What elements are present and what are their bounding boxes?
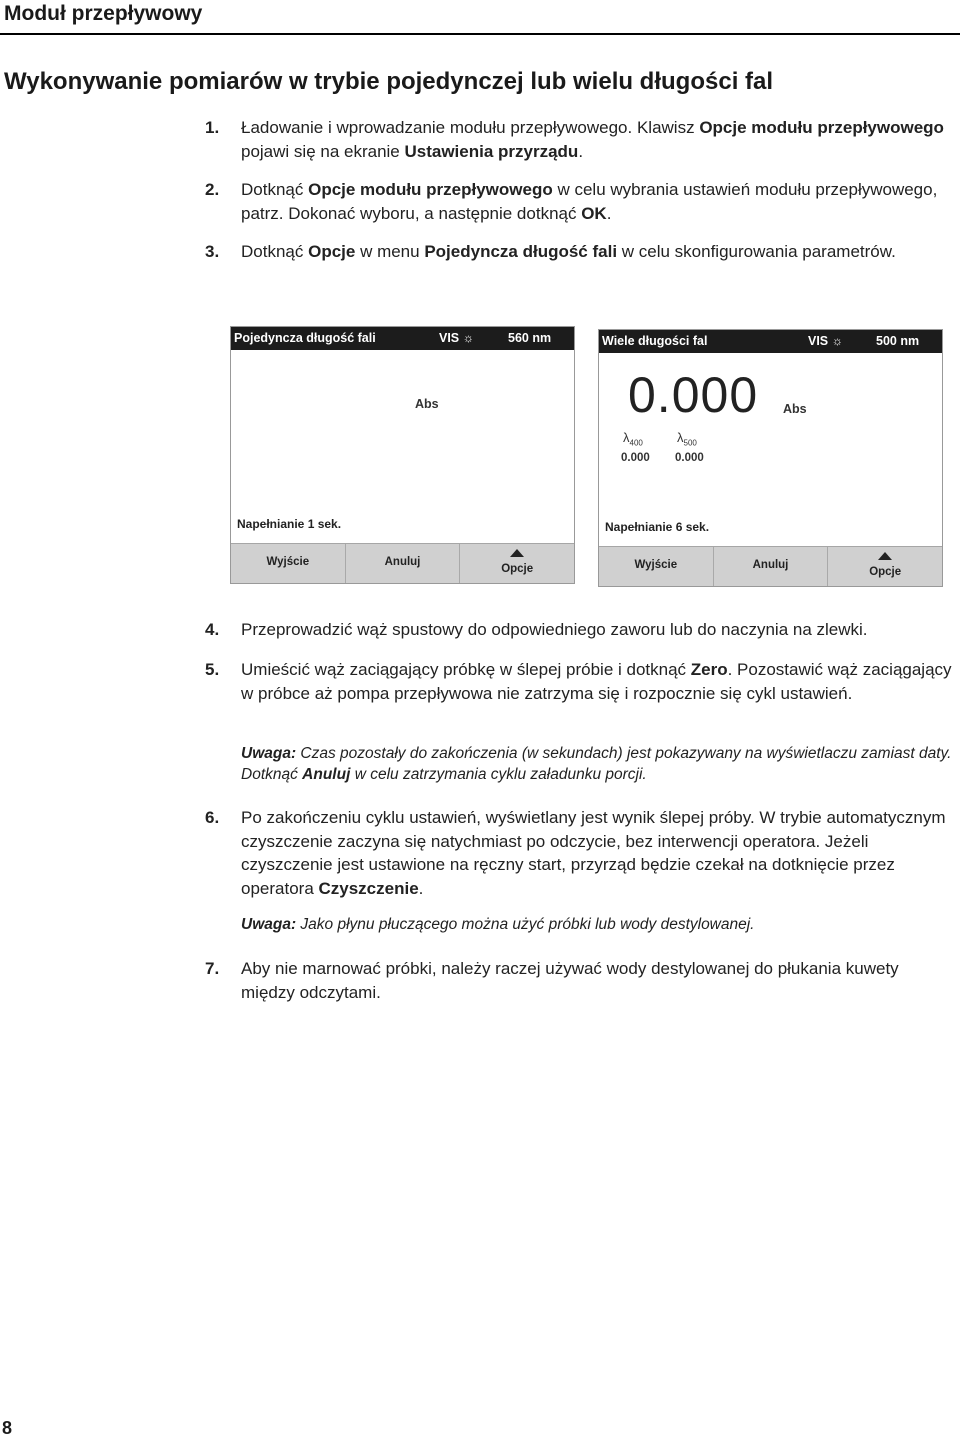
up-arrow-icon	[878, 552, 892, 560]
step-text: .	[418, 878, 424, 898]
note-text: Czas pozostały do zakończenia (w sekundach) jest pokazywany na wyświetlaczu zamiast daty. Dotknąć	[241, 745, 952, 783]
absorbance-value: 0.000	[628, 367, 759, 423]
fill-status: Napełnianie 1 sek.	[237, 517, 342, 531]
wavelength-readout: 500 nm	[876, 334, 920, 348]
options-button[interactable]: Opcje	[828, 547, 942, 586]
step-bold: OK	[581, 203, 607, 223]
step-bold: Opcje modułu przepływowego	[308, 180, 553, 199]
cancel-button[interactable]: Anuluj	[714, 547, 829, 586]
screen-button-bar	[231, 543, 574, 583]
wavelength-readout: 560 nm	[508, 331, 552, 345]
fill-status: Napełnianie 6 sek.	[605, 520, 710, 534]
lamp-icon: ☼	[462, 331, 475, 345]
step-4	[205, 618, 956, 642]
note-2	[241, 914, 956, 935]
step-number: 4.	[205, 620, 220, 639]
step-bold: Opcje	[308, 242, 356, 261]
screen-button-bar	[599, 546, 942, 586]
step-text: Aby nie marnować próbki, należy raczej używać wody destylowanej do płukania kuwety między odczytami.	[241, 959, 899, 1002]
step-text: Ładowanie i wprowadzanie modułu przepływowego. Klawisz	[241, 118, 700, 137]
abs-unit-label: Abs	[415, 397, 439, 411]
step-2	[205, 178, 956, 225]
screen-title: Pojedyncza długość fali	[234, 331, 376, 345]
step-number: 3.	[205, 242, 220, 261]
step-text: Umieścić wąż zaciągający próbkę w ślepej próbie i dotknąć	[241, 660, 691, 679]
options-button[interactable]: Opcje	[460, 544, 574, 583]
step-bold: Zero	[690, 660, 728, 679]
lambda-1-label: $\lambda_{400}$	[623, 430, 643, 448]
step-text: Dotknąć	[241, 180, 309, 199]
cancel-button[interactable]: Anuluj	[346, 544, 461, 583]
step-number: 2.	[205, 180, 220, 199]
step-text: w menu	[355, 242, 425, 261]
note-bold: Anuluj	[302, 766, 351, 783]
header-rule	[0, 33, 960, 35]
note-text: Jako płynu płuczącego można użyć próbki lub wody destylowanej.	[296, 916, 755, 933]
step-text: w celu wybrania ustawień modułu przepływowego, patrz. Dokonać wyboru, a następnie dotknąć	[241, 180, 938, 223]
note-text: w celu zatrzymania cyklu załadunku porcji.	[350, 766, 647, 783]
screen-multi-wavelength	[598, 329, 943, 587]
vis-indicator: VIS ☼	[808, 334, 844, 348]
screen-single-wavelength	[230, 326, 575, 584]
step-3	[205, 240, 956, 264]
step-bold: Pojedyncza długość fali	[424, 242, 618, 261]
step-number: 7.	[205, 959, 220, 978]
step-text: pojawi się na ekranie	[241, 141, 405, 161]
screen-title-bar	[231, 327, 574, 350]
up-arrow-icon	[510, 549, 524, 557]
note-label: Uwaga:	[241, 916, 297, 933]
screen-title: Wiele długości fal	[602, 334, 708, 348]
step-bold: Opcje modułu przepływowego	[699, 118, 944, 137]
step-7	[205, 957, 956, 1004]
lambda-2-label: $\lambda_{500}$	[677, 430, 697, 448]
step-text: w celu skonfigurowania parametrów.	[617, 242, 896, 261]
step-bold: Ustawienia przyrządu	[404, 141, 579, 161]
step-text: .	[578, 141, 584, 161]
step-bold: Czyszczenie	[318, 878, 419, 898]
section-title: Wykonywanie pomiarów w trybie pojedynczej lub wielu długości fal	[4, 68, 774, 95]
step-text: Po zakończeniu cyklu ustawień, wyświetlany jest wynik ślepej próby. W trybie automatycznym czyszczenie zaczyna się natychmiast po odczycie, bez interwencji operatora. Jeżeli czyszczenie jest ustawione na ręczny start, przyrząd będzie czekał na dotknięcie przez operatora	[241, 808, 946, 898]
abs-unit-label: Abs	[783, 402, 807, 416]
screen-title-bar	[599, 330, 942, 353]
note-1	[241, 743, 956, 785]
step-1	[205, 116, 956, 163]
page-header-title: Moduł przepływowy	[4, 2, 203, 25]
lambda-1-value: 0.000	[621, 452, 650, 464]
page-number: 8	[2, 1418, 13, 1438]
exit-button[interactable]: Wyjście	[599, 547, 714, 586]
step-text: . Pozostawić wąż zaciągający w próbce aż pompa przepływowa nie zatrzyma się i rozpocznie się cykl ustawień.	[241, 660, 952, 703]
step-text: Dotknąć	[241, 242, 309, 261]
step-6	[205, 806, 956, 900]
step-number: 6.	[205, 808, 220, 827]
step-text: Przeprowadzić wąż spustowy do odpowiedniego zaworu lub do naczynia na zlewki.	[241, 620, 868, 639]
step-number: 5.	[205, 660, 220, 679]
step-text: .	[606, 203, 612, 223]
lamp-icon: ☼	[831, 334, 844, 348]
lambda-2-value: 0.000	[675, 452, 704, 464]
step-5	[205, 658, 956, 705]
vis-indicator: VIS ☼	[439, 331, 475, 345]
exit-button[interactable]: Wyjście	[231, 544, 346, 583]
step-number: 1.	[205, 118, 220, 137]
note-label: Uwaga:	[241, 745, 297, 762]
